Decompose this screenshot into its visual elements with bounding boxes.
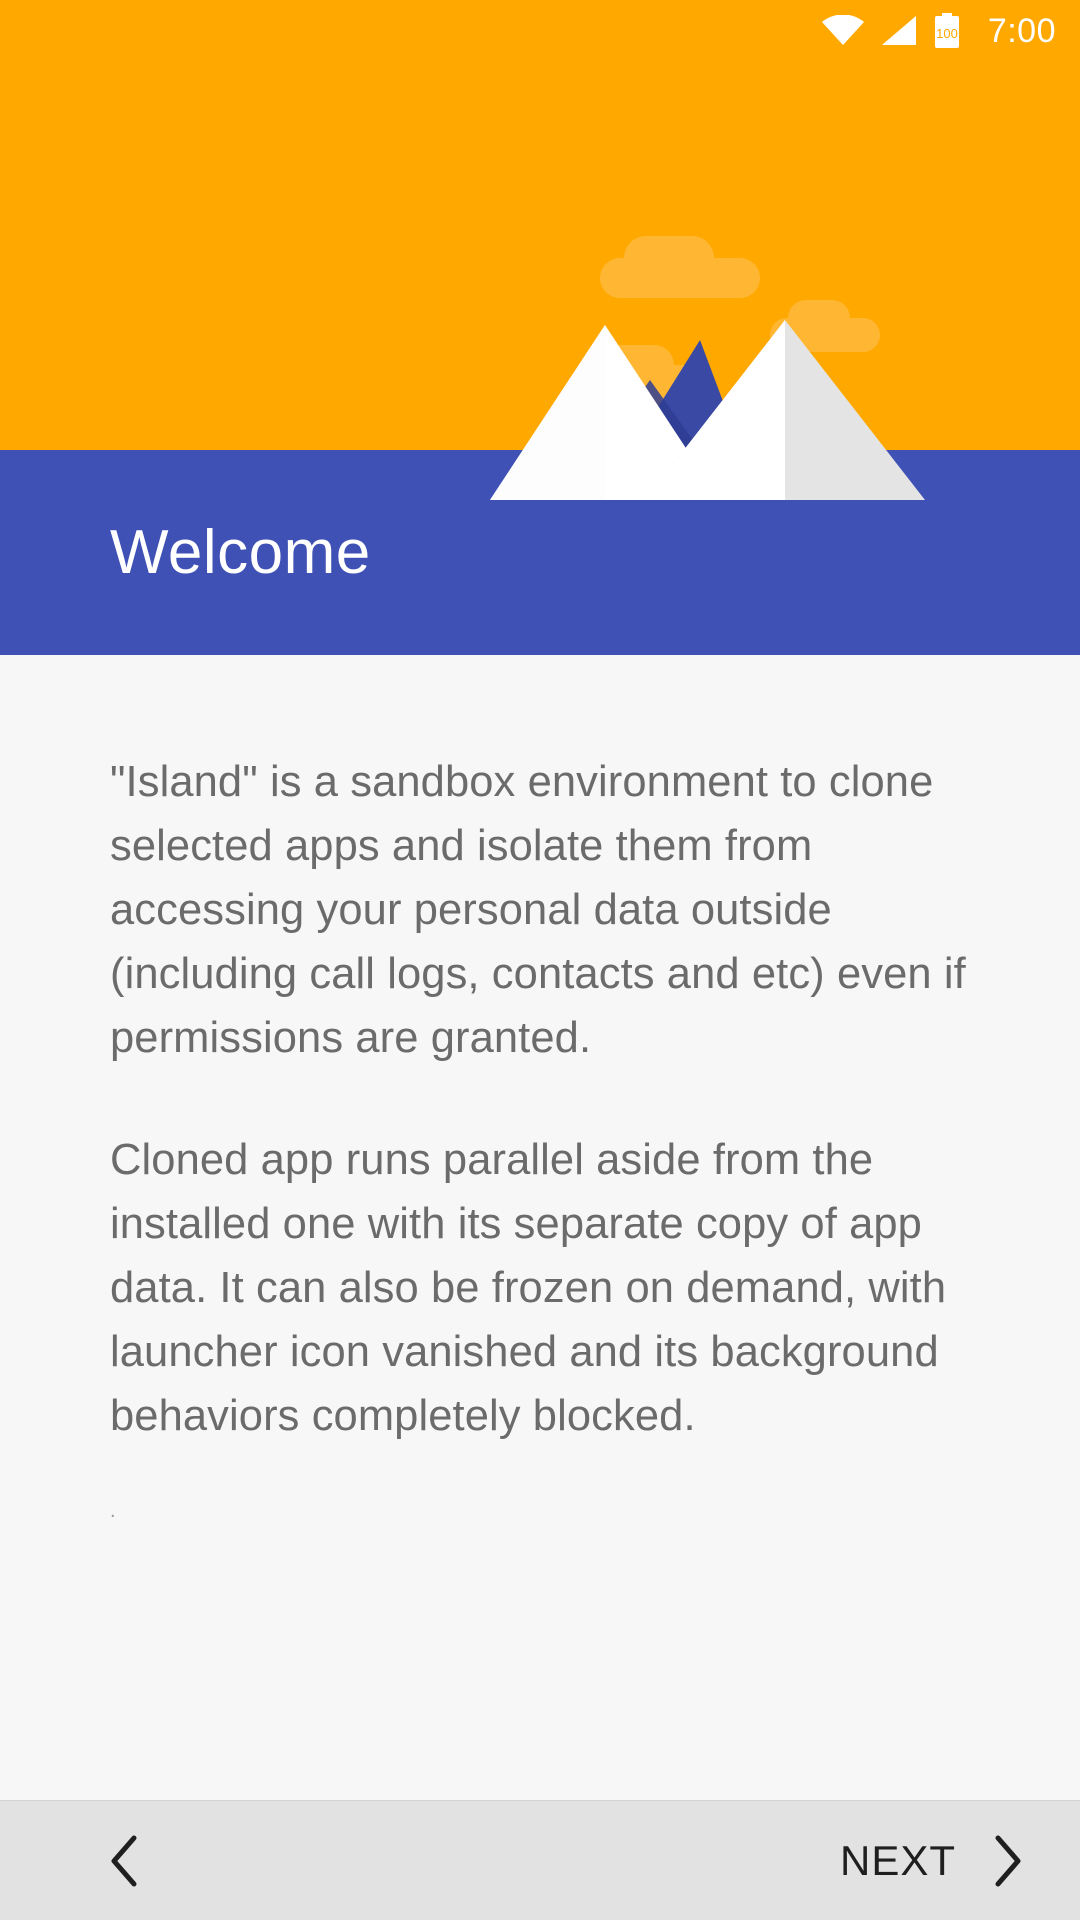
signal-icon [880, 15, 918, 47]
bottom-navigation-bar [0, 1800, 1080, 1920]
status-bar [0, 0, 1080, 62]
status-icon-group [822, 12, 1056, 51]
page-title: Welcome [110, 518, 371, 587]
chevron-left-icon [108, 1834, 142, 1888]
chevron-right-icon [990, 1834, 1024, 1888]
header-illustration [0, 0, 1080, 655]
description-paragraph-1: "Island" is a sandbox environment to clone selected apps and isolate them from accessing your personal data outside (including call logs, contacts and etc) even if permissions are granted. [110, 758, 966, 1062]
next-button-label: NEXT [839, 1836, 956, 1884]
title-row [0, 450, 1080, 655]
content-area [0, 655, 1080, 1800]
next-button[interactable] [840, 1834, 1024, 1888]
battery-icon [934, 13, 960, 49]
svg-text:100: 100 [935, 26, 958, 41]
back-button[interactable] [90, 1826, 160, 1896]
trailing-mark: . [110, 1500, 116, 1522]
status-clock: 7:00 [987, 11, 1056, 50]
wifi-icon [822, 15, 864, 47]
description-paragraph-2: Cloned app runs parallel aside from the installed one with its separate copy of app data. It can also be frozen on demand, with launcher icon vanished and its background behaviors completely blocked. [110, 1136, 947, 1440]
